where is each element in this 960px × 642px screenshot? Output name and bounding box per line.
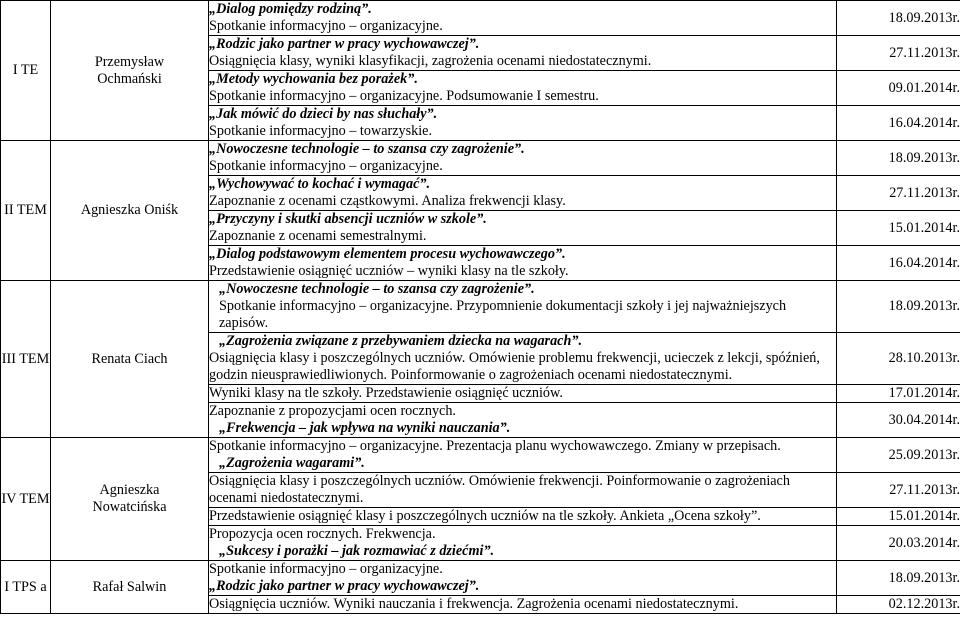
- meeting-date: 28.10.2013r.: [837, 333, 960, 385]
- meeting-description: Przedstawienie osiągnięć klasy i poszczególnych uczniów na tle szkoły. Ankieta „Ocena szkoły”.: [209, 508, 761, 524]
- meetings-table-body: [1, 1, 960, 614]
- class-name-cell: [1, 1, 51, 141]
- meeting-date: 18.09.2013r.: [837, 561, 960, 596]
- class-name-cell: [1, 561, 51, 614]
- meeting-row: [1, 1, 960, 36]
- meeting-topic-cell: [209, 596, 837, 614]
- meeting-topic-cell: [209, 281, 837, 333]
- meeting-row: [1, 141, 960, 176]
- meeting-date: 15.01.2014r.: [837, 211, 960, 246]
- meeting-description: Osiągnięcia klasy i poszczególnych uczniów. Omówienie frekwencji. Poinformowanie o zagrożeniach ocenami niedostatecznymi.: [209, 473, 790, 506]
- meeting-date: 27.11.2013r.: [837, 176, 960, 211]
- meeting-topic-cell: [209, 438, 837, 473]
- meeting-description: Spotkanie informacyjno – organizacyjne.: [209, 561, 443, 577]
- meeting-date: 25.09.2013r.: [837, 438, 960, 473]
- meeting-topic-cell: [209, 211, 837, 246]
- meeting-description: Zapoznanie z propozycjami ocen rocznych.: [209, 403, 456, 419]
- meeting-description: Spotkanie informacyjno – organizacyjne.: [209, 18, 443, 34]
- class-name: II TEM: [4, 202, 47, 218]
- meeting-topic-cell: [209, 71, 837, 106]
- teacher-cell: [51, 438, 209, 561]
- teacher-name-line: Agnieszka: [99, 482, 160, 498]
- meeting-date: 27.11.2013r.: [837, 473, 960, 508]
- meeting-theme: „Jak mówić do dzieci by nas słuchały”.: [209, 106, 438, 122]
- class-name: I TE: [12, 62, 39, 78]
- meeting-theme: „Rodzic jako partner w pracy wychowawczej”.: [209, 578, 480, 594]
- meeting-description: Osiągnięcia klasy i poszczególnych uczniów. Omówienie problemu frekwencji, ucieczek z lekcji, spóźnień, godzin nieusprawiedliwionych. Poinformowanie o zagrożeniach ocenami niedostatecznymi.: [209, 350, 820, 383]
- class-name-cell: [1, 141, 51, 281]
- class-name: IV TEM: [1, 490, 50, 507]
- meeting-description: Osiągnięcia uczniów. Wyniki nauczania i frekwencja. Zagrożenia ocenami niedostatecznymi.: [209, 596, 739, 612]
- meeting-description: Zapoznanie z ocenami semestralnymi.: [209, 228, 427, 244]
- meeting-theme: „Zagrożenia wagarami”.: [219, 455, 365, 471]
- teacher-cell: [51, 561, 209, 614]
- teacher-cell: [51, 281, 209, 438]
- meeting-topic-cell: [209, 385, 837, 403]
- teacher-name-line: Rafał Salwin: [92, 578, 167, 595]
- meeting-date: 18.09.2013r.: [837, 281, 960, 333]
- teacher-name-line: Ochmański: [97, 70, 162, 87]
- meeting-date: 09.01.2014r.: [837, 71, 960, 106]
- meeting-topic-cell: [209, 246, 837, 281]
- teacher-cell: [51, 1, 209, 141]
- class-name-cell: [1, 438, 51, 561]
- meeting-description: Propozycja ocen rocznych. Frekwencja.: [209, 526, 436, 542]
- meeting-theme: „Dialog pomiędzy rodziną”.: [209, 1, 372, 17]
- meeting-topic-cell: [209, 176, 837, 211]
- meeting-theme: „Frekwencja – jak wpływa na wyniki nauczania”.: [219, 420, 511, 436]
- meeting-topic-cell: [209, 141, 837, 176]
- meeting-row: [1, 438, 960, 473]
- meeting-topic-cell: [209, 333, 837, 385]
- meeting-description: Spotkanie informacyjno – organizacyjne. Prezentacja planu wychowawczego. Zmiany w przepisach.: [209, 438, 781, 454]
- meeting-row: [1, 281, 960, 333]
- teacher-name-line: Przemysław: [94, 53, 165, 70]
- meeting-date: 20.03.2014r.: [837, 526, 960, 561]
- teacher-name-line: Renata Ciach: [91, 350, 168, 367]
- meeting-date: 27.11.2013r.: [837, 36, 960, 71]
- class-name: I TPS a: [4, 578, 47, 595]
- teacher-name-line: Agnieszka Oniśk: [80, 202, 179, 218]
- class-name: III TEM: [1, 350, 50, 367]
- meeting-topic-cell: [209, 473, 837, 508]
- meeting-topic-cell: [209, 403, 837, 438]
- meeting-date: 18.09.2013r.: [837, 1, 960, 36]
- meeting-date: 30.04.2014r.: [837, 403, 960, 438]
- meeting-date: 02.12.2013r.: [837, 596, 960, 614]
- meeting-date: 15.01.2014r.: [837, 508, 960, 526]
- meeting-topic-cell: [209, 106, 837, 141]
- meeting-row: [1, 561, 960, 596]
- meeting-theme: „Zagrożenia związane z przebywaniem dziecka na wagarach”.: [219, 333, 582, 349]
- meeting-theme: „Nowoczesne technologie – to szansa czy zagrożenie”.: [209, 141, 525, 157]
- meeting-date: 17.01.2014r.: [837, 385, 960, 403]
- meeting-description: Zapoznanie z ocenami cząstkowymi. Analiza frekwencji klasy.: [209, 193, 566, 209]
- meeting-description: Wyniki klasy na tle szkoły. Przedstawienie osiągnięć uczniów.: [209, 385, 563, 401]
- meeting-theme: „Wychowywać to kochać i wymagać”.: [209, 176, 431, 192]
- meeting-topic-cell: [209, 1, 837, 36]
- meeting-description: Spotkanie informacyjno – organizacyjne. Przypomnienie dokumentacji szkoły i jej najważniejszych zapisów.: [219, 298, 787, 331]
- meeting-theme: „Przyczyny i skutki absencji uczniów w szkole”.: [209, 211, 487, 227]
- meeting-topic-cell: [209, 561, 837, 596]
- class-name-cell: [1, 281, 51, 438]
- meeting-topic-cell: [209, 526, 837, 561]
- meeting-description: Osiągnięcia klasy, wyniki klasyfikacji, zagrożenia ocenami niedostatecznymi.: [209, 53, 652, 69]
- teacher-name-line: Nowatcińska: [92, 499, 167, 515]
- meeting-description: Spotkanie informacyjno – organizacyjne.: [209, 158, 443, 174]
- meeting-description: Spotkanie informacyjno – organizacyjne. Podsumowanie I semestru.: [209, 88, 599, 104]
- meeting-theme: „Dialog podstawowym elementem procesu wychowawczego”.: [209, 246, 566, 262]
- meeting-theme: „Rodzic jako partner w pracy wychowawczej”.: [209, 36, 480, 52]
- teacher-cell: [51, 141, 209, 281]
- meeting-theme: „Nowoczesne technologie – to szansa czy zagrożenie”.: [219, 281, 535, 297]
- meeting-date: 18.09.2013r.: [837, 141, 960, 176]
- meeting-theme: „Metody wychowania bez porażek”.: [209, 71, 418, 87]
- meeting-description: Spotkanie informacyjno – towarzyskie.: [209, 123, 433, 139]
- meeting-theme: „Sukcesy i porażki – jak rozmawiać z dziećmi”.: [219, 543, 495, 559]
- meeting-date: 16.04.2014r.: [837, 246, 960, 281]
- meeting-topic-cell: [209, 508, 837, 526]
- meeting-date: 16.04.2014r.: [837, 106, 960, 141]
- meeting-topic-cell: [209, 36, 837, 71]
- meeting-description: Przedstawienie osiągnięć uczniów – wyniki klasy na tle szkoły.: [209, 263, 569, 279]
